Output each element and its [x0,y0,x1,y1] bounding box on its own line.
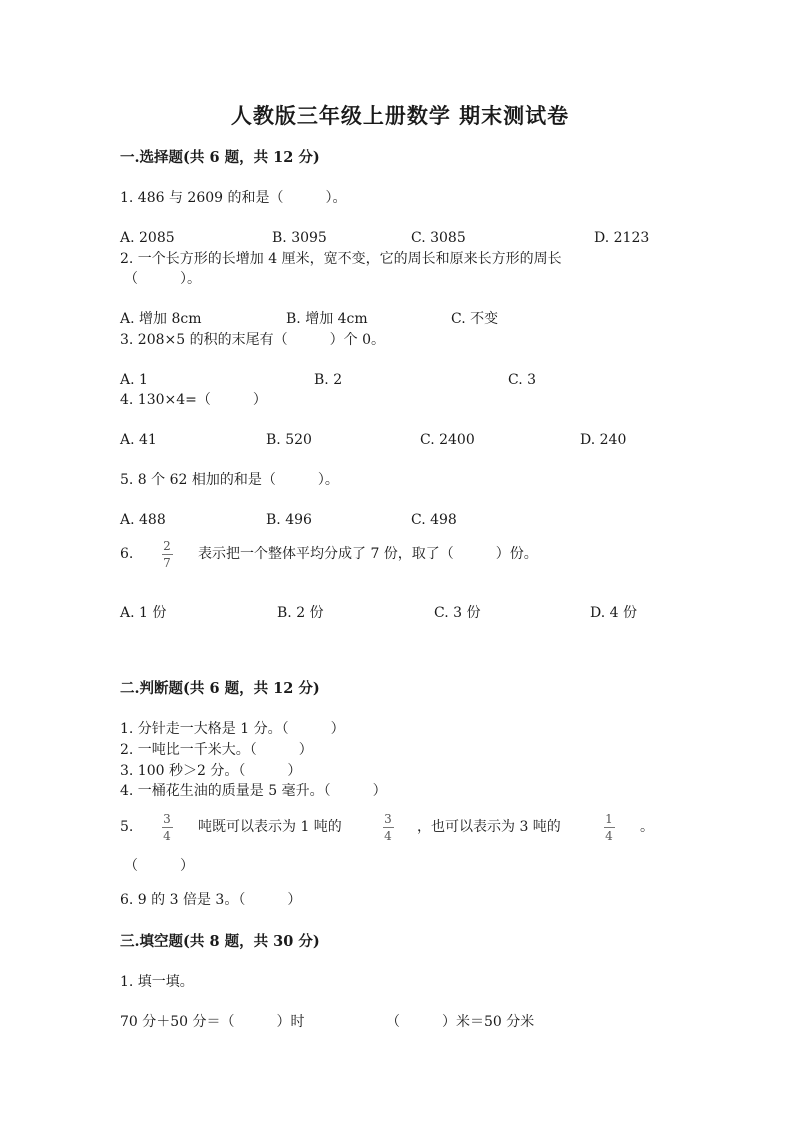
judgement-item: 4. 一桶花生油的质量是 5 毫升。（ ） [120,783,387,799]
option: C. 不变 [451,311,499,327]
numerator: 2 [163,539,171,553]
option: C. 3085 [411,230,466,246]
fraction-bar [162,554,173,555]
numerator: 3 [384,812,392,826]
section-heading-fill: 三.填空题(共 8 题，共 30 分) [120,933,320,950]
fill-blank: 70 分＋50 分＝（ ）时 [120,1014,305,1030]
denominator: 4 [384,829,392,843]
option: B. 2 [314,372,343,388]
option: B. 496 [266,512,312,528]
question-stem: 3. 208×5 的积的末尾有（ ）个 0。 [120,332,385,348]
question-stem: 2. 一个长方形的长增加 4 厘米，宽不变，它的周长和原来长方形的周长 [120,251,562,267]
section-heading-judgement: 二.判断题(共 6 题，共 12 分) [120,680,320,697]
judgement-item: 6. 9 的 3 倍是 3。（ ） [120,892,302,908]
judgement-item: 1. 分针走一大格是 1 分。（ ） [120,721,345,737]
fraction-bar [162,827,173,828]
option: D. 4 份 [590,605,637,621]
option: B. 3095 [272,230,327,246]
question-stem: 5. 8 个 62 相加的和是（ ）。 [120,472,339,488]
question-stem-cont: （ ）。 [124,271,201,287]
question-text: ，也可以表示为 3 吨的 [417,819,561,835]
option: A. 2085 [120,230,175,246]
option: C. 3 份 [434,605,481,621]
option: A. 488 [120,512,166,528]
fill-item: 1. 填一填。 [120,974,194,990]
fraction [381,812,395,843]
fraction [160,539,174,570]
fraction [602,812,616,843]
option: C. 498 [411,512,457,528]
option: A. 41 [120,432,157,448]
fill-blank: （ ）米＝50 分米 [386,1014,535,1030]
question-number: 6. [120,546,134,562]
option: A. 增加 8cm [120,311,202,327]
question-stem: 4. 130×4=（ ） [120,392,267,408]
question-stem: 1. 486 与 2609 的和是（ ）。 [120,190,347,206]
option: B. 2 份 [277,605,324,621]
denominator: 4 [605,829,613,843]
question-text: 吨既可以表示为 1 吨的 [198,819,342,835]
question-end: 。 [640,819,654,835]
judgement-item: 2. 一吨比一千米大。（ ） [120,742,313,758]
numerator: 1 [605,812,613,826]
fraction [160,812,174,843]
question-number: 5. [120,819,134,835]
denominator: 4 [163,829,171,843]
option: B. 增加 4cm [286,311,368,327]
option: A. 1 [120,372,148,388]
option: C. 3 [508,372,537,388]
option: A. 1 份 [120,605,167,621]
fraction-bar [604,827,615,828]
option: D. 2123 [594,230,650,246]
option: B. 520 [266,432,312,448]
numerator: 3 [163,812,171,826]
question-stem: 表示把一个整体平均分成了 7 份，取了（ ）份。 [198,546,538,562]
judgement-item: 3. 100 秒＞2 分。（ ） [120,763,302,779]
page-title: 人教版三年级上册数学 期末测试卷 [230,103,570,128]
denominator: 7 [163,556,171,570]
option: D. 240 [580,432,627,448]
option: C. 2400 [420,432,475,448]
section-heading-choice: 一.选择题(共 6 题，共 12 分) [120,149,320,166]
answer-paren: （ ） [124,858,194,874]
fraction-bar [383,827,394,828]
